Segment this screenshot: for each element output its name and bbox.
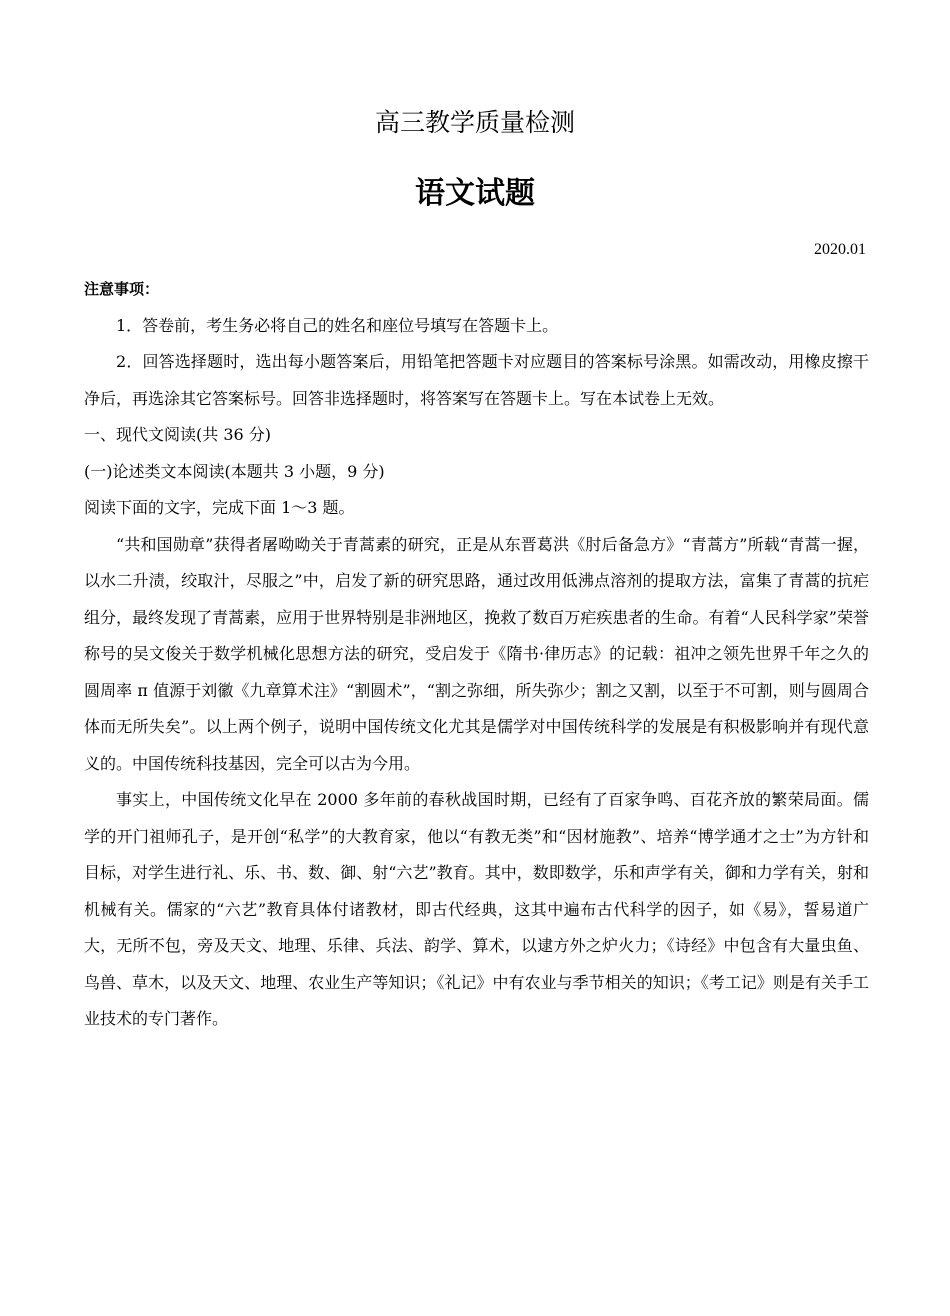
notice-item-2: 2．回答选择题时，选出每小题答案后，用铅笔把答题卡对应题目的答案标号涂黑。如需改动，用橡皮擦干净后，再选涂其它答案标号。回答非选择题时，将答案写在答题卡上。写在本试卷上无效。 [84, 352, 869, 408]
passage-paragraph-2: 事实上，中国传统文化早在 2000 多年前的春秋战国时期，已经有了百家争鸣、百花齐放的繁荣局面。儒学的开门祖师孔子，是开创“私学”的大教育家，他以“有教无类”和“因材施教”、培养“博学通才之士”为方针和目标，对学生进行礼、乐、书、数、御、射“六艺”教育。其中，数即数学，乐和声学有关，御和力学有关，射和机械有关。儒家的“六艺”教育具体付诸教材，即古代经典，这其中遍布古代科学的因子，如《易》，誓易道广大，无所不包，旁及天文、地理、乐律、兵法、韵学、算术，以逮方外之炉火力；《诗经》中包含有大量虫鱼、鸟兽、草木，以及天文、地理、农业生产等知识；《礼记》中有农业与季节相关的知识；《考工记》则是有关手工业技术的专门著作。 [84, 790, 869, 1028]
exam-title: 高三教学质量检测 [374, 108, 575, 137]
section-heading: 一、现代文阅读(共 36 分) [84, 425, 272, 444]
passage-paragraph-1: “共和国勋章”获得者屠呦呦关于青蒿素的研究，正是从东晋葛洪《肘后备急方》“青蒿方”所载“青蒿一握，以水二升渍，绞取汁，尽服之”中，启发了新的研究思路，通过改用低沸点溶剂的提取方法，富集了青蒿的抗疟组分，最终发现了青蒿素，应用于世界特别是非洲地区，挽救了数百万疟疾患者的生命。有着“人民科学家”荣誉称号的吴文俊关于数学机械化思想方法的研究，受启发于《隋书·律历志》的记载：祖冲之领先世界千年之久的圆周率 π 值源于刘徽《九章算术注》“割圆术”，“割之弥细，所失弥少；割之又割，以至于不可割，则与圆周合体而无所失矣”。以上两个例子，说明中国传统文化尤其是儒学对中国传统科学的发展是有积极影响并有现代意义的。中国传统科技基因，完全可以古为今用。 [84, 534, 869, 773]
subject-title: 语文试题 [415, 176, 535, 211]
subsection-heading: (一)论述类文本阅读(本题共 3 小题，9 分) [84, 461, 385, 481]
reading-instruction: 阅读下面的文字，完成下面 1～3 题。 [84, 498, 355, 517]
exam-content [84, 271, 869, 1038]
exam-date: 2020.01 [814, 241, 866, 258]
notice-heading: 注意事项： [84, 280, 160, 298]
notice-item-1: 1．答卷前，考生务必将自己的姓名和座位号填写在答题卡上。 [116, 315, 559, 335]
